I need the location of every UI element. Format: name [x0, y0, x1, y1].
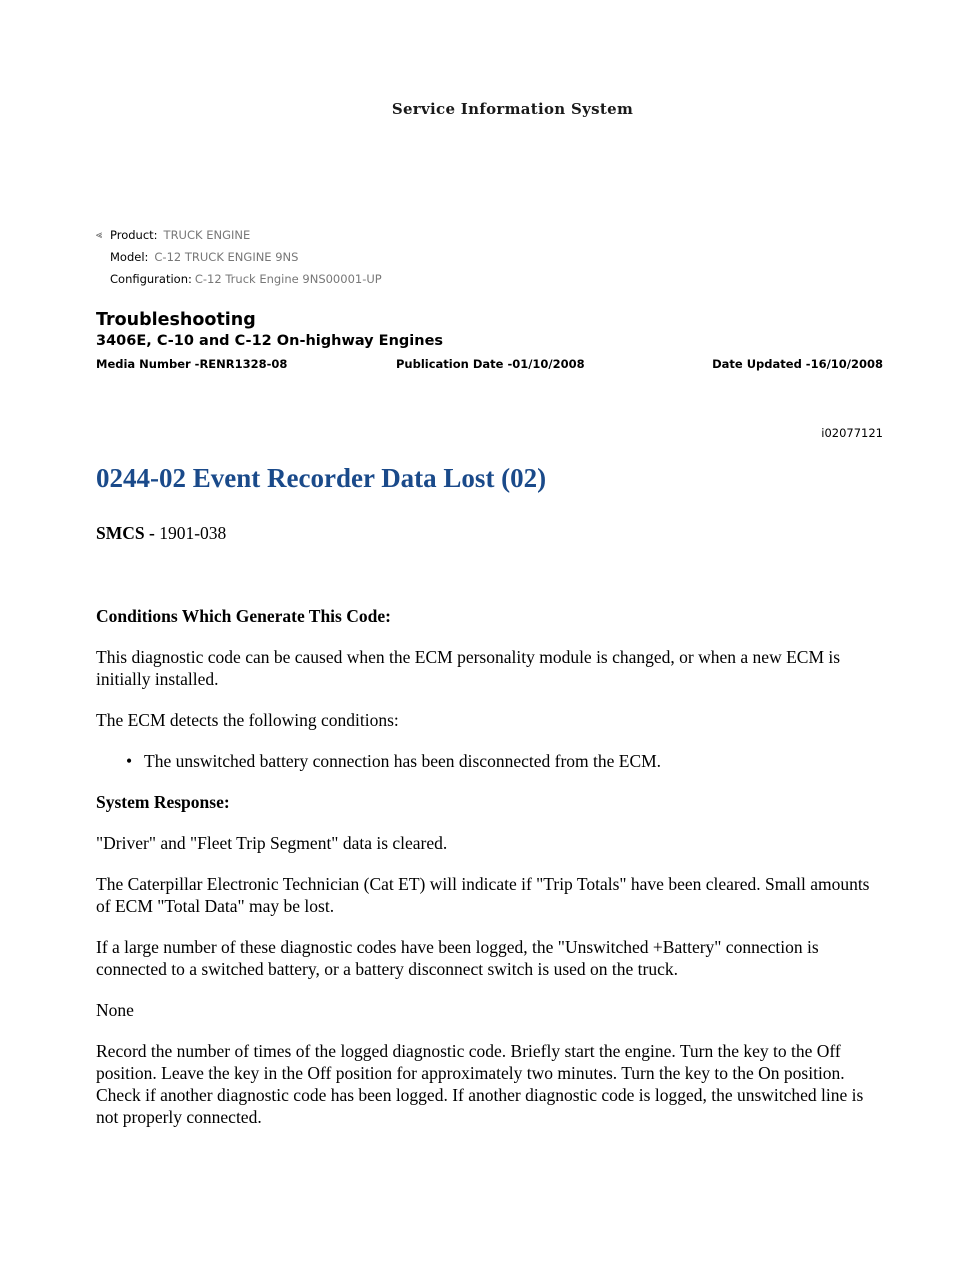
configuration-label: Configuration: [110, 272, 192, 286]
response-paragraph-3: If a large number of these diagnostic codes have been logged, the "Unswitched +Battery" connection is connected to a switched battery, or a battery disconnect switch is used on the truck. [96, 937, 819, 979]
publication-date: Publication Date -01/10/2008 [396, 357, 585, 371]
media-number: Media Number -RENR1328-08 [96, 357, 288, 371]
configuration-value: C-12 Truck Engine 9NS00001-UP [194, 272, 382, 286]
date-updated: Date Updated -16/10/2008 [712, 357, 883, 371]
response-heading: System Response: [96, 792, 230, 812]
publication-row [96, 357, 883, 371]
bullet-icon: • [126, 751, 133, 771]
smcs-label: SMCS - [96, 523, 155, 543]
document-body [96, 605, 886, 1147]
model-label: Model: [110, 250, 149, 264]
product-value: TRUCK ENGINE [163, 228, 251, 242]
document-type: Troubleshooting [96, 310, 256, 330]
document-id: i02077121 [821, 426, 883, 440]
conditions-heading: Conditions Which Generate This Code: [96, 606, 391, 626]
detects-paragraph: The ECM detects the following conditions: [96, 710, 399, 730]
smcs-code [96, 523, 226, 544]
system-title: Service Information System [391, 100, 634, 118]
model-value: C-12 TRUCK ENGINE 9NS [154, 250, 299, 264]
product-row [96, 224, 382, 246]
configuration-row [96, 268, 382, 290]
response-paragraph-1: "Driver" and "Fleet Trip Segment" data is cleared. [96, 833, 448, 853]
conditions-paragraph: This diagnostic code can be caused when the ECM personality module is changed, or when a new ECM is initially installed. [96, 647, 841, 689]
model-row [96, 246, 382, 268]
chevron-left-icon[interactable]: ⪡ [96, 228, 103, 241]
response-paragraph-2: The Caterpillar Electronic Technician (Cat ET) will indicate if "Trip Totals" have been cleared. Small amounts of ECM "Total Data" may be lost. [96, 874, 870, 916]
none-paragraph: None [96, 1000, 134, 1020]
document-engines: 3406E, C-10 and C-12 On-highway Engines [96, 333, 444, 349]
document-header [96, 309, 883, 371]
smcs-value: 1901-038 [159, 523, 227, 543]
list-item-text: The unswitched battery connection has been disconnected from the ECM. [144, 751, 662, 771]
list-item [126, 750, 886, 772]
procedure-paragraph: Record the number of times of the logged diagnostic code. Briefly start the engine. Turn the key to the Off position. Leave the key in the Off position for approximately two minutes. Turn the key to the On position. Check if another diagnostic code has been logged. If another diagnostic code is logged, the unswitched line is not properly connected. [96, 1041, 864, 1127]
conditions-list [96, 750, 886, 772]
page-title: 0244-02 Event Recorder Data Lost (02) [96, 463, 547, 493]
product-label: Product: [110, 228, 158, 242]
product-info [96, 224, 382, 290]
